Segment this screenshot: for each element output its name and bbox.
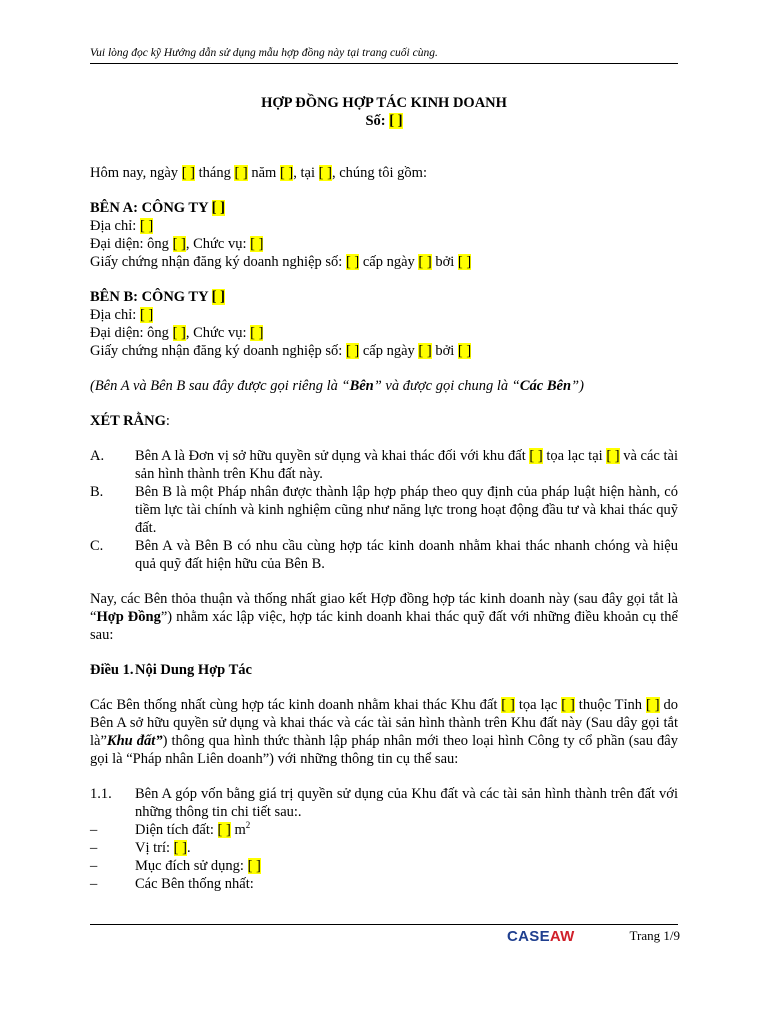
header-rule: [90, 63, 678, 64]
article-1-paragraph: Các Bên thống nhất cùng hợp tác kinh doanh nhằm khai thác Khu đất [ ] tọa lạc [ ] thuộc Tỉnh [ ] do Bên A sở hữu quyền sử dụng và khai thác và các tài sản hình thành trên Khu đất này (Sau dây gọi tắt là”Khu đất”) thông qua hình thức thành lập pháp nhân mới theo loại hình Công ty cổ phần (sau đây gọi là “Pháp nhân Liên doanh”) với những thông tin cụ thể sau:: [90, 697, 678, 767]
whereas-item-b: B. Bên B là một Pháp nhân được thành lập hợp pháp theo quy định của pháp luật hiện hành, có tiềm lực tài chính và kinh nghiệm cũng như năng lực trong hoạt động đầu tư và khai thác quỹ đất.: [90, 484, 678, 536]
placeholder: [ ]: [457, 343, 472, 359]
purpose-line: – Mục đích sử dụng: [ ]: [90, 858, 261, 874]
placeholder: [ ]: [250, 236, 264, 252]
placeholder: [ ]: [345, 254, 360, 270]
placeholder: [ ]: [561, 697, 575, 713]
document-page: [90, 0, 678, 1024]
contract-title: HỢP ĐỒNG HỢP TÁC KINH DOANH: [261, 95, 507, 111]
article-1-heading: Điều 1. Nội Dung Hợp Tác: [90, 662, 252, 678]
placeholder: [ ]: [389, 113, 403, 129]
party-b-representative: Đại diện: ông [ ], Chức vụ: [ ]: [90, 325, 264, 341]
whereas-heading: XÉT RẰNG:: [90, 413, 170, 429]
placeholder: [ ]: [172, 236, 186, 252]
brand-logo: CASEAW: [507, 928, 575, 945]
whereas-item-c: C. Bên A và Bên B có nhu cầu cùng hợp tác kinh doanh nhằm khai thác nhanh chóng và hiệu quả quỹ đất hiện hữu của Bên B.: [90, 538, 678, 572]
placeholder: [ ]: [529, 448, 543, 464]
clause-1-1: 1.1. Bên A góp vốn bằng giá trị quyền sử dụng của Khu đất và các tài sản hình thành trên đất với những thông tin chi tiết sau:.: [90, 786, 678, 820]
party-a-representative: Đại diện: ông [ ], Chức vụ: [ ]: [90, 236, 264, 252]
placeholder: [ ]: [418, 343, 432, 359]
placeholder: [ ]: [139, 218, 154, 234]
placeholder: [ ]: [318, 165, 332, 181]
whereas-item-a: A. Bên A là Đơn vị sở hữu quyền sử dụng và khai thác đối với khu đất [ ] tọa lạc tại [ ] và các tài sản hình thành trên Khu đất này.: [90, 448, 678, 482]
land-area-line: – Diện tích đất: [ ] $m^2$: [90, 820, 251, 838]
party-b-certificate: Giấy chứng nhận đăng ký doanh nghiệp số: [ ] cấp ngày [ ] bởi [ ]: [90, 343, 472, 359]
placeholder: [ ]: [211, 200, 225, 216]
placeholder: [ ]: [345, 343, 360, 359]
party-a-address: Địa chỉ: [ ]: [90, 218, 154, 234]
party-a-heading: BÊN A: CÔNG TY [ ]: [90, 200, 225, 216]
intro-line: Hôm nay, ngày [ ] tháng [ ] năm [ ], tại [ ], chúng tôi gồm:: [90, 165, 427, 181]
placeholder: [ ]: [234, 165, 248, 181]
agreed-line: – Các Bên thống nhất:: [90, 876, 254, 892]
footer-rule: [90, 924, 678, 925]
header-note: Vui lòng đọc kỹ Hướng dẫn sử dụng mẫu hợp đồng này tại trang cuối cùng.: [90, 47, 438, 59]
party-a-certificate: Giấy chứng nhận đăng ký doanh nghiệp số: [ ] cấp ngày [ ] bởi [ ]: [90, 254, 472, 270]
placeholder: [ ]: [501, 697, 515, 713]
page-number: Trang 1/9: [629, 928, 680, 943]
location-line: – Vị trí: [ ].: [90, 840, 191, 856]
placeholder: [ ]: [606, 448, 620, 464]
placeholder: [ ]: [172, 325, 186, 341]
placeholder: [ ]: [279, 165, 294, 181]
placeholder: [ ]: [457, 254, 472, 270]
placeholder: [ ]: [173, 840, 187, 856]
placeholder: [ ]: [645, 697, 660, 713]
placeholder: [ ]: [211, 289, 225, 305]
placeholder: [ ]: [250, 325, 264, 341]
parties-definition-note: (Bên A và Bên B sau đây được gọi riêng là “Bên” và được gọi chung là “Các Bên”): [90, 378, 584, 394]
party-b-address: Địa chỉ: [ ]: [90, 307, 154, 323]
party-b-heading: BÊN B: CÔNG TY [ ]: [90, 289, 225, 305]
agreement-paragraph: Nay, các Bên thỏa thuận và thống nhất giao kết Hợp đồng hợp tác kinh doanh này (sau đây gọi tắt là “Hợp Đồng”) nhằm xác lập việc, hợp tác kinh doanh khai thác quỹ đất với những điều khoản cụ thể sau:: [90, 591, 678, 643]
document-body: [90, 94, 678, 893]
placeholder: [ ]: [139, 307, 154, 323]
placeholder: [ ]: [181, 165, 195, 181]
placeholder: [ ]: [247, 858, 261, 874]
contract-number: Số: [ ]: [365, 113, 403, 129]
placeholder: [ ]: [217, 822, 231, 838]
placeholder: [ ]: [418, 254, 432, 270]
